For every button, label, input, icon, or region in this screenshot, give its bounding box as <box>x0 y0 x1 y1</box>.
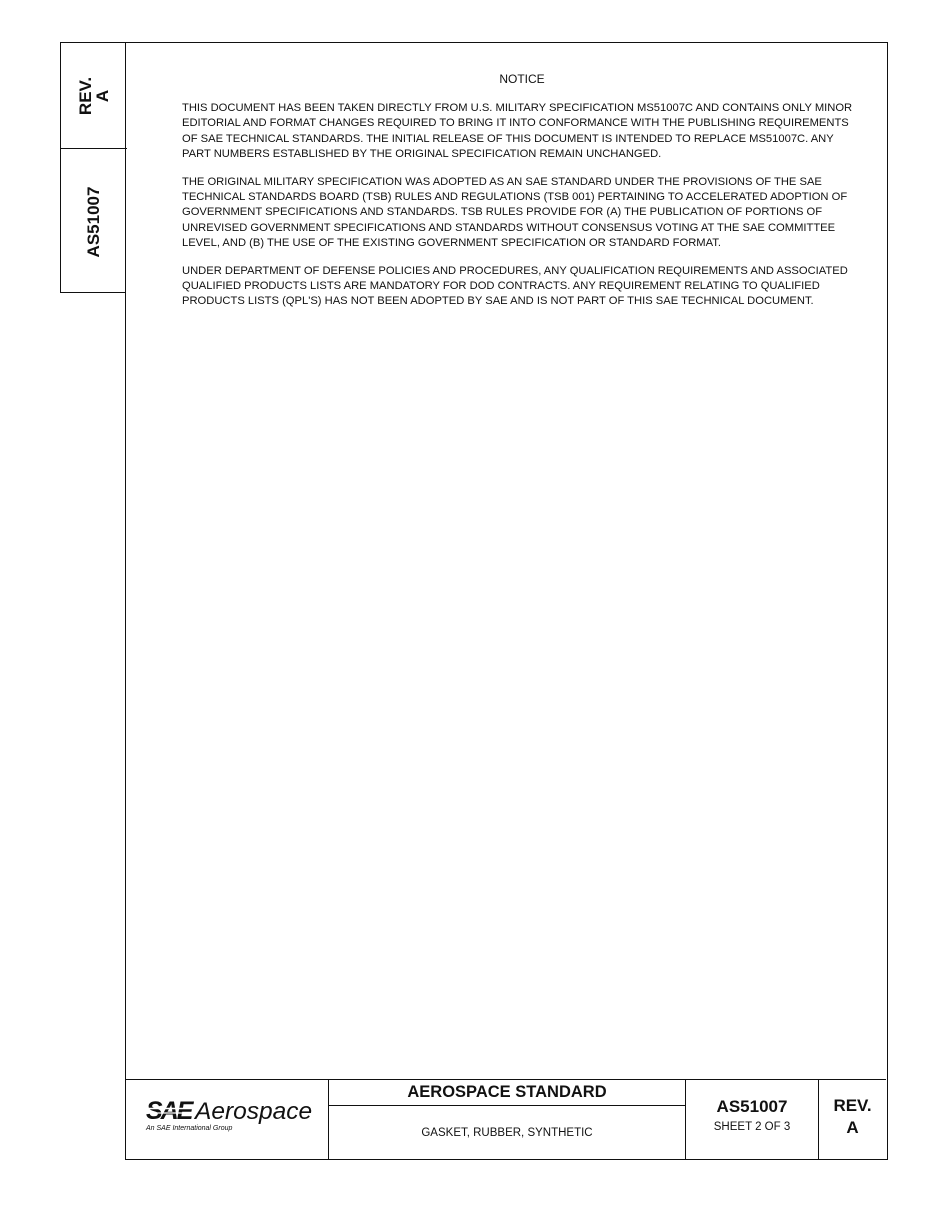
notice-title: NOTICE <box>499 72 545 86</box>
rev-cell <box>819 1080 886 1160</box>
rev-label: REV. <box>833 1096 872 1115</box>
standard-heading: AEROSPACE STANDARD <box>329 1080 685 1106</box>
side-tab <box>60 42 126 293</box>
title-block <box>126 1079 886 1160</box>
side-rev-box <box>61 43 127 149</box>
logo-tagline: An SAE International Group <box>146 1125 233 1132</box>
logo-sae-mark: SAE <box>146 1097 192 1125</box>
rev-value: A <box>846 1118 859 1137</box>
logo-cell <box>126 1080 329 1160</box>
notice-paragraph-1: THIS DOCUMENT HAS BEEN TAKEN DIRECTLY FROM U.S. MILITARY SPECIFICATION MS51007C AND CONTAINS ONLY MINOR EDITORIAL AND FORMAT CHANGES REQUIRED TO BRING IT INTO CONFORMANCE WITH THE PUBLISHING REQUIREMENTS OF SAE TECHNICAL STANDARDS. THE INITIAL RELEASE OF THIS DOCUMENT IS INTENDED TO REPLACE MS51007C. ANY PART NUMBERS ESTABLISHED BY THE ORIGINAL SPECIFICATION REMAIN UNCHANGED. <box>182 102 853 161</box>
page-frame <box>125 42 888 1160</box>
side-rev-value: A <box>93 89 112 102</box>
document-subtitle: GASKET, RUBBER, SYNTHETIC <box>421 1127 593 1139</box>
side-rev-label: REV. <box>76 76 95 115</box>
title-cell <box>329 1080 686 1160</box>
notice-section <box>182 72 862 322</box>
doc-number-cell <box>686 1080 819 1160</box>
logo-aerospace-word: Aerospace <box>195 1098 313 1125</box>
side-doc-number: AS51007 <box>84 186 103 257</box>
sae-logo-svg <box>145 1095 320 1135</box>
notice-paragraph-3: UNDER DEPARTMENT OF DEFENSE POLICIES AND PROCEDURES, ANY QUALIFICATION REQUIREMENTS AND ASSOCIATED QUALIFIED PRODUCTS LISTS ARE MANDATORY FOR DOD CONTRACTS. ANY REQUIREMENT RELATING TO QUALIFIED PRODUCTS LISTS (QPL'S) HAS NOT BEEN ADOPTED BY SAE AND IS NOT PART OF THIS SAE TECHNICAL DOCUMENT. <box>182 264 848 308</box>
side-rev-text <box>77 76 111 114</box>
notice-paragraph-2: THE ORIGINAL MILITARY SPECIFICATION WAS ADOPTED AS AN SAE STANDARD UNDER THE PROVISIONS OF THE SAE TECHNICAL STANDARDS BOARD (TSB) RULES AND REGULATIONS (TSB 001) PERTAINING TO ACCELERATED ADOPTION OF GOVERNMENT SPECIFICATIONS AND STANDARDS. TSB RULES PROVIDE FOR (A) THE PUBLICATION OF PORTIONS OF UNREVISED GOVERNMENT SPECIFICATIONS AND STANDARDS WITHOUT CONSENSUS VOTING AT THE SAE COMMITTEE LEVEL, AND (B) THE USE OF THE EXISTING GOVERNMENT SPECIFICATION OR STANDARD FORMAT. <box>182 175 848 250</box>
doc-number: AS51007 <box>716 1097 788 1116</box>
sheet-number: SHEET 2 OF 3 <box>713 1121 791 1133</box>
sae-aerospace-logo <box>145 1095 320 1135</box>
side-docno-box <box>61 149 127 294</box>
